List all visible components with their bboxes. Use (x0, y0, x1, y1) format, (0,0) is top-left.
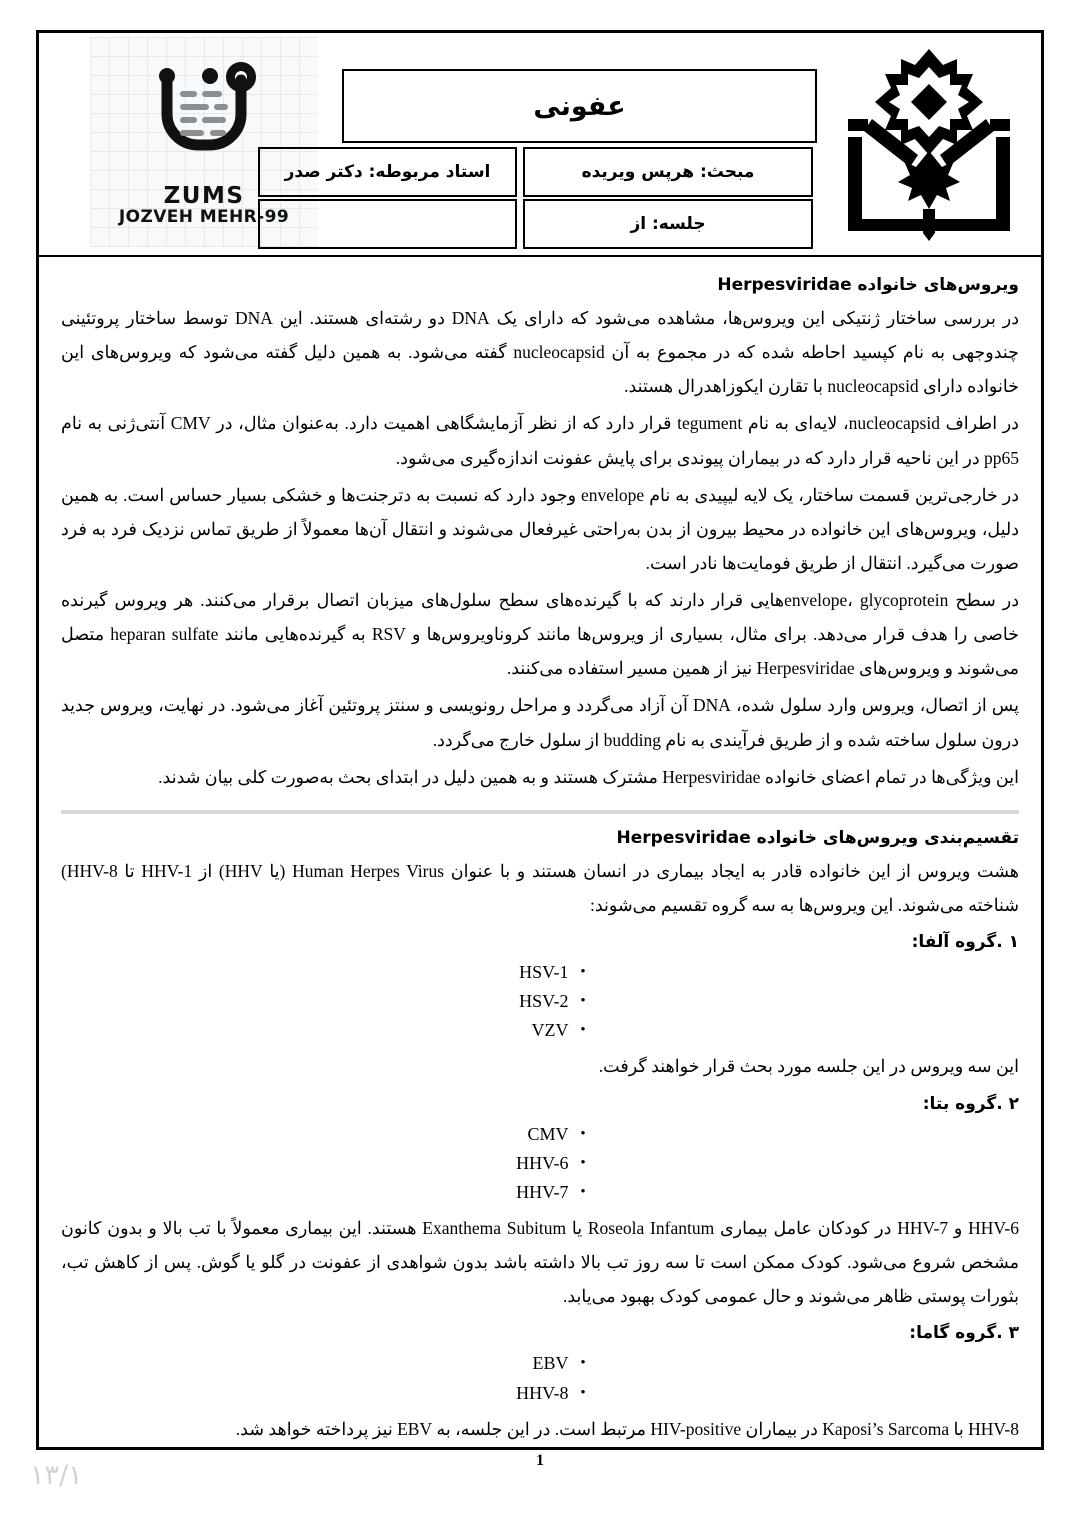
bullet-icon: • (580, 1154, 586, 1171)
pdf-page-indicator: ۱۳/۱ (30, 1460, 83, 1491)
page-number: 1 (536, 1451, 544, 1469)
session-box (523, 199, 813, 249)
section1-paragraph: پس از اتصال، ویروس وارد سلول شده، DNA آن آزاد می‌گردد و مراحل رونویسی و سنتز پروتئین آغاز می‌شود. در نهایت، ویروس جدید درون سلول ساخته شده و از طریق فرآیندی به نام budding از سلول خارج می‌گردد. (61, 695, 1019, 750)
document-header (39, 33, 1041, 257)
list-item (61, 1016, 1019, 1045)
virus-name: HHV-7 (516, 1181, 569, 1202)
list-item (61, 1349, 1019, 1378)
section1-paragraph: در سطح envelope، glycoprotein‌هایی قرار دارند که با گیرنده‌های سطح سلول‌های میزبان اتصال برقرار می‌کنند. هر ویروس گیرنده خاصی را هدف قرار می‌دهد. برای مثال، بسیاری از ویروس‌ها مانند کروناویروس‌ها و RSV به گیرنده‌هایی مانند heparan sulfate متصل می‌شوند و ویروس‌های Herpesviridae نیز از همین مسیر استفاده می‌کنند. (61, 590, 1020, 679)
virus-name: EBV (532, 1353, 569, 1374)
bullet-icon: • (580, 1355, 586, 1372)
group-title-alpha: ۱ .گروه آلفا: (911, 932, 1019, 952)
list-item (61, 1120, 1019, 1149)
group-note-gamma: HHV-8 با Kaposi’s Sarcoma در بیماران HIV-positive مرتبط است. در این جلسه، به EBV نیز پرداخته خواهد شد. (235, 1418, 1019, 1439)
section2-intro: هشت ویروس از این خانواده قادر به ایجاد بیماری در انسان هستند و با عنوان Human Herpes Virus (یا HHV) از HHV-1 تا HHV-8) شناخته می‌شوند. این ویروس‌ها به سه گروه تقسیم می‌شوند: (61, 860, 1020, 915)
bullet-icon: • (580, 1125, 586, 1142)
bullet-icon: • (580, 1022, 586, 1039)
virus-name: VZV (531, 1020, 569, 1041)
list-item (61, 1379, 1019, 1408)
virus-list-alpha (61, 958, 1019, 1045)
virus-name: HSV-2 (519, 991, 569, 1012)
zums-book-emblem-icon (834, 43, 1024, 248)
subject-label: مبحث: هرپس ویریده (581, 162, 755, 182)
virus-name: HHV-6 (516, 1152, 569, 1173)
group-note-alpha: این سه ویروس در این جلسه مورد بحث قرار خواهند گرفت. (598, 1056, 1019, 1077)
section1-paragraph: در بررسی ساختار ژنتیکی این ویروس‌ها، مشاهده می‌شود که دارای یک DNA دو رشته‌ای هستند. این DNA توسط ساختار پروتئینی چندوجهی به نام کپسید احاطه شده که در مجموع به آن nucleocapsid گفته می‌شود. به همین دلیل گفته می‌شود که ویروس‌های این خانواده دارای nucleocapsid با تقارن ایکوزاهدرال هستند. (61, 308, 1019, 397)
section1-heading: ویروس‌های خانواده Herpesviridae (717, 275, 1019, 295)
subject-box (523, 147, 813, 197)
bullet-icon: • (580, 993, 586, 1010)
university-emblem (825, 39, 1033, 251)
list-item (61, 1178, 1019, 1207)
section1-paragraph: در اطراف nucleocapsid، لایه‌ای به نام tegument قرار دارد که از نظر آزمایشگاهی اهمیت دارد. به‌عنوان مثال، در CMV آنتی‌ژنی به نام pp65 در این ناحیه قرار دارد که در بیماران پیوندی برای پایش عفونت اندازه‌گیری می‌شود. (61, 413, 1019, 468)
list-item (61, 958, 1019, 987)
section1-paragraph: در خارجی‌ترین قسمت ساختار، یک لایه لیپیدی به نام envelope وجود دارد که نسبت به دترجنت‌ها و خشکی بسیار حساس است. به همین دلیل، ویروس‌های این خانواده در محیط بیرون از بدن به‌راحتی غیرفعال می‌شوند و انتقال آن‌ها معمولاً از طریق تماس نزدیک فرد به فرد صورت می‌گیرد. انتقال از طریق فومایت‌ها نادر است. (61, 484, 1019, 573)
document-page (36, 30, 1044, 1469)
empty-header-cell (258, 199, 517, 249)
list-item (61, 1149, 1019, 1178)
virus-name: HHV-8 (516, 1382, 569, 1403)
teacher-label: استاد مربوطه: دکتر صدر (284, 162, 491, 182)
zums-wordmark: ZUMS (163, 182, 245, 209)
document-body (39, 257, 1041, 1470)
section2-heading: تقسیم‌بندی ویروس‌های خانواده Herpesviridae (616, 827, 1019, 848)
section-divider (61, 810, 1019, 814)
bullet-icon: • (580, 1183, 586, 1200)
group-title-gamma: ۳ .گروه گاما: (909, 1323, 1019, 1344)
teacher-box (258, 147, 517, 197)
virus-list-gamma (61, 1349, 1019, 1407)
section1-paragraph: این ویژگی‌ها در تمام اعضای خانواده Herpesviridae مشترک هستند و به همین دلیل در ابتدای بحث به‌صورت کلی بیان شدند. (158, 766, 1019, 787)
virus-name: CMV (527, 1123, 569, 1144)
zums-subtitle: JOZVEH MEHR-99 (118, 206, 290, 227)
course-title-box (342, 69, 817, 143)
list-item (61, 987, 1019, 1016)
bullet-icon: • (580, 964, 586, 980)
virus-name: HSV-1 (519, 962, 569, 982)
virus-list-beta (61, 1120, 1019, 1207)
session-label: جلسه: از (630, 214, 706, 234)
bullet-icon: • (580, 1384, 586, 1401)
course-title: عفونی (533, 90, 626, 122)
stethoscope-document-icon (140, 58, 268, 182)
group-title-beta: ۲ .گروه بتا: (922, 1093, 1019, 1114)
group-note-beta: HHV-6 و HHV-7 در کودکان عامل بیماری Roseola Infantum یا Exanthema Subitum هستند. این بیماری معمولاً با تب بالا و بدون کانون مشخص شروع می‌شود. کودک ممکن است تا سه روز تب بالا داشته باشد بدون شواهدی از عفونت در گلو یا گوش. پس از کاهش تب، بثورات پوستی ظاهر می‌شوند و حال عمومی کودک بهبود می‌یابد. (61, 1218, 1020, 1307)
